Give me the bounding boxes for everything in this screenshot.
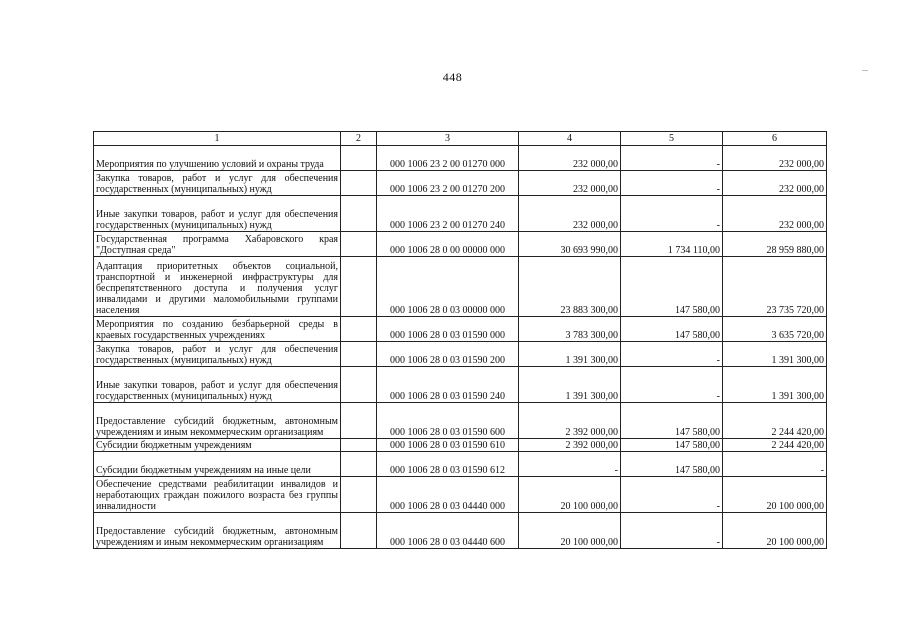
row-amount-regional-cell: 23 735 720,00	[723, 257, 827, 317]
row-col2-cell	[341, 146, 377, 171]
row-col2-cell	[341, 317, 377, 342]
row-amount-regional-cell: 2 244 420,00	[723, 403, 827, 439]
row-col2-cell	[341, 196, 377, 232]
scan-mark	[862, 70, 868, 71]
row-amount-total-cell: 20 100 000,00	[519, 513, 621, 549]
row-amount-federal-cell: 147 580,00	[621, 439, 723, 452]
row-code-cell: 000 1006 28 0 03 01590 612	[377, 452, 519, 477]
table-row	[94, 257, 827, 317]
row-col2-cell	[341, 257, 377, 317]
row-name-cell: Государственная программа Хабаровского края "Доступная среда"	[94, 232, 341, 257]
row-amount-regional-cell: 20 100 000,00	[723, 477, 827, 513]
row-code-cell: 000 1006 28 0 03 01590 000	[377, 317, 519, 342]
row-name-cell: Иные закупки товаров, работ и услуг для обеспечения государственных (муниципальных) нужд	[94, 367, 341, 403]
row-name-cell: Иные закупки товаров, работ и услуг для обеспечения государственных (муниципальных) нужд	[94, 196, 341, 232]
table-row	[94, 452, 827, 477]
row-amount-total-cell: 1 391 300,00	[519, 367, 621, 403]
row-name-cell: Предоставление субсидий бюджетным, автономным учреждениям и иным некоммерческим организациям	[94, 403, 341, 439]
row-amount-federal-cell: -	[621, 146, 723, 171]
row-amount-federal-cell: -	[621, 367, 723, 403]
row-code-cell: 000 1006 28 0 03 01590 240	[377, 367, 519, 403]
row-amount-total-cell: 1 391 300,00	[519, 342, 621, 367]
header-col-5: 5	[621, 132, 723, 146]
row-name-cell: Обеспечение средствами реабилитации инвалидов и неработающих граждан пожилого возраста без группы инвалидности	[94, 477, 341, 513]
row-code-cell: 000 1006 28 0 03 01590 200	[377, 342, 519, 367]
row-amount-federal-cell: 147 580,00	[621, 452, 723, 477]
row-amount-total-cell: -	[519, 452, 621, 477]
row-amount-regional-cell: 28 959 880,00	[723, 232, 827, 257]
row-col2-cell	[341, 342, 377, 367]
row-name-cell: Субсидии бюджетным учреждениям на иные цели	[94, 452, 341, 477]
table-row	[94, 513, 827, 549]
row-code-cell: 000 1006 28 0 03 04440 600	[377, 513, 519, 549]
row-col2-cell	[341, 232, 377, 257]
table-row	[94, 232, 827, 257]
table-row	[94, 146, 827, 171]
row-amount-total-cell: 232 000,00	[519, 146, 621, 171]
row-amount-regional-cell: 20 100 000,00	[723, 513, 827, 549]
row-amount-federal-cell: 147 580,00	[621, 257, 723, 317]
row-code-cell: 000 1006 28 0 03 04440 000	[377, 477, 519, 513]
row-amount-regional-cell: -	[723, 452, 827, 477]
row-amount-regional-cell: 1 391 300,00	[723, 342, 827, 367]
row-amount-federal-cell: -	[621, 477, 723, 513]
table-row	[94, 342, 827, 367]
header-col-6: 6	[723, 132, 827, 146]
table-body	[94, 146, 827, 549]
row-name-cell: Закупка товаров, работ и услуг для обеспечения государственных (муниципальных) нужд	[94, 171, 341, 196]
row-code-cell: 000 1006 28 0 03 01590 610	[377, 439, 519, 452]
table-row	[94, 317, 827, 342]
row-name-cell: Субсидии бюджетным учреждениям	[94, 439, 341, 452]
row-amount-federal-cell: 147 580,00	[621, 403, 723, 439]
row-amount-total-cell: 20 100 000,00	[519, 477, 621, 513]
row-col2-cell	[341, 513, 377, 549]
row-amount-regional-cell: 1 391 300,00	[723, 367, 827, 403]
table-header-row	[94, 132, 827, 146]
row-code-cell: 000 1006 28 0 03 01590 600	[377, 403, 519, 439]
page-number: 448	[442, 70, 463, 84]
row-code-cell: 000 1006 23 2 00 01270 200	[377, 171, 519, 196]
row-name-cell: Адаптация приоритетных объектов социальной, транспортной и инженерной инфраструктуры для беспрепятственного доступа и получения услуг инвалидами и другими маломобильными группами населения	[94, 257, 341, 317]
row-amount-total-cell: 2 392 000,00	[519, 403, 621, 439]
row-col2-cell	[341, 403, 377, 439]
row-col2-cell	[341, 477, 377, 513]
row-name-cell: Предоставление субсидий бюджетным, автономным учреждениям и иным некоммерческим организациям	[94, 513, 341, 549]
row-amount-total-cell: 232 000,00	[519, 171, 621, 196]
row-amount-federal-cell: -	[621, 196, 723, 232]
row-amount-federal-cell: -	[621, 513, 723, 549]
row-amount-total-cell: 30 693 990,00	[519, 232, 621, 257]
row-amount-federal-cell: -	[621, 342, 723, 367]
row-amount-regional-cell: 232 000,00	[723, 171, 827, 196]
row-amount-regional-cell: 2 244 420,00	[723, 439, 827, 452]
table-row	[94, 403, 827, 439]
row-amount-regional-cell: 232 000,00	[723, 196, 827, 232]
row-amount-regional-cell: 232 000,00	[723, 146, 827, 171]
row-col2-cell	[341, 367, 377, 403]
row-col2-cell	[341, 171, 377, 196]
header-col-2: 2	[341, 132, 377, 146]
header-col-1: 1	[94, 132, 341, 146]
row-code-cell: 000 1006 28 0 03 00000 000	[377, 257, 519, 317]
row-amount-total-cell: 2 392 000,00	[519, 439, 621, 452]
header-col-4: 4	[519, 132, 621, 146]
row-name-cell: Закупка товаров, работ и услуг для обеспечения государственных (муниципальных) нужд	[94, 342, 341, 367]
row-name-cell: Мероприятия по улучшению условий и охраны труда	[94, 146, 341, 171]
row-code-cell: 000 1006 23 2 00 01270 000	[377, 146, 519, 171]
table-row	[94, 367, 827, 403]
row-amount-federal-cell: 147 580,00	[621, 317, 723, 342]
row-amount-total-cell: 3 783 300,00	[519, 317, 621, 342]
header-col-3: 3	[377, 132, 519, 146]
table-row	[94, 196, 827, 232]
row-col2-cell	[341, 439, 377, 452]
table-row	[94, 477, 827, 513]
row-amount-total-cell: 232 000,00	[519, 196, 621, 232]
table-row	[94, 439, 827, 452]
row-amount-federal-cell: -	[621, 171, 723, 196]
row-amount-federal-cell: 1 734 110,00	[621, 232, 723, 257]
row-amount-regional-cell: 3 635 720,00	[723, 317, 827, 342]
row-code-cell: 000 1006 23 2 00 01270 240	[377, 196, 519, 232]
budget-table	[93, 131, 827, 549]
row-amount-total-cell: 23 883 300,00	[519, 257, 621, 317]
table-row	[94, 171, 827, 196]
row-name-cell: Мероприятия по созданию безбарьерной среды в краевых государственных учреждениях	[94, 317, 341, 342]
row-code-cell: 000 1006 28 0 00 00000 000	[377, 232, 519, 257]
row-col2-cell	[341, 452, 377, 477]
